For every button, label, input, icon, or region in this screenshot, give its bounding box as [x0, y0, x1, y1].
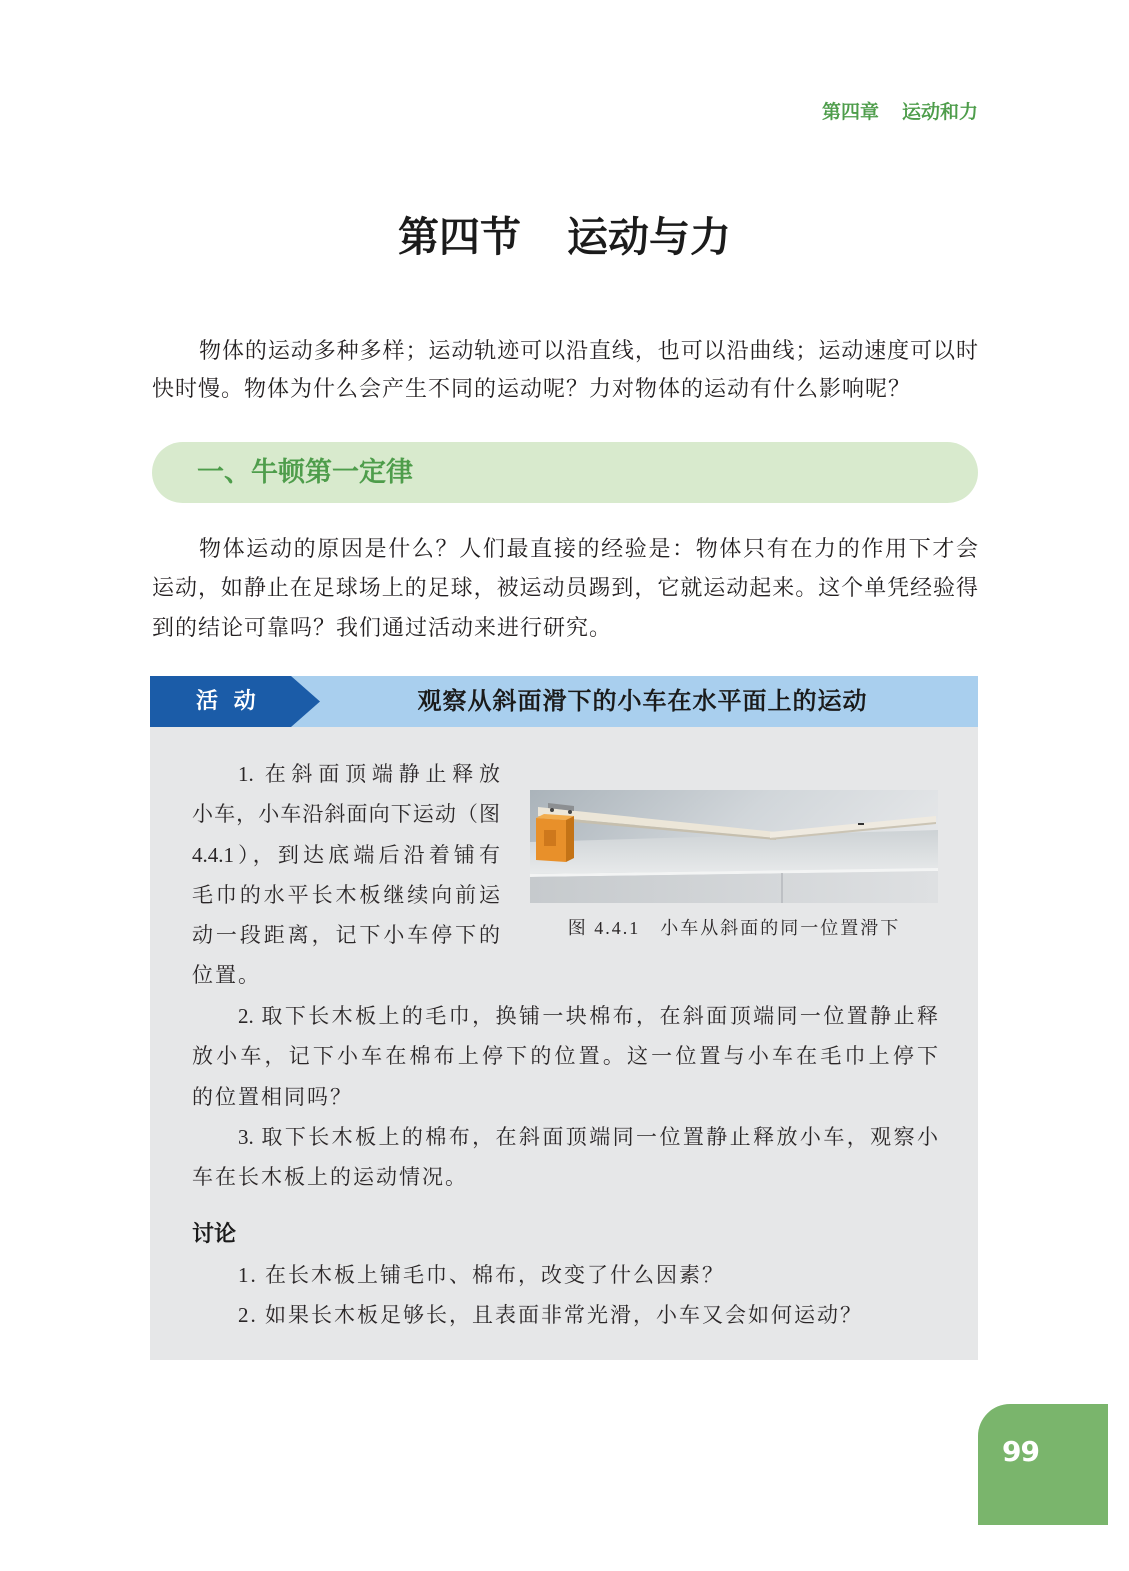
section-heading: [0, 213, 1129, 261]
body-paragraph: [152, 529, 978, 648]
step-line: 位置。: [192, 963, 261, 988]
chapter-header: [822, 101, 978, 123]
figure-caption: [530, 916, 938, 940]
chapter-label: 第四章: [821, 101, 879, 123]
activity-title: 观察从斜面滑下的小车在水平面上的运动: [417, 687, 868, 715]
section-number: 第四节: [398, 213, 521, 261]
chapter-title: 运动和力: [901, 101, 978, 123]
subsection-title: 一、牛顿第一定律: [197, 457, 413, 488]
step-line: 的位置相同吗？: [192, 1084, 353, 1109]
step-line: 1. 在斜面顶端静止释放: [238, 762, 500, 786]
paragraph-line: 物体的运动多种多样；运动轨迹可以沿直线，也可以沿曲线；运动速度可以时: [199, 338, 978, 363]
discussion-list: [238, 1255, 863, 1335]
paragraph-line: 运动，如静止在足球场上的足球，被运动员踢到，它就运动起来。这个单凭经验得: [152, 575, 978, 600]
activity-tag-label: 活 动: [196, 689, 260, 714]
incline-board-photo: [530, 790, 938, 903]
figure-incline-photo: [530, 790, 938, 903]
activity-steps-2-3: [192, 996, 938, 1197]
step-line: 4.4.1），到达底端后沿着铺有: [192, 842, 500, 867]
step-line: 放小车，记下小车在棉布上停下的位置。这一位置与小车在毛巾上停下: [192, 1044, 938, 1069]
activity-box: [150, 676, 978, 1360]
step-line: 2. 取下长木板上的毛巾，换铺一块棉布，在斜面顶端同一位置静止释: [238, 1004, 938, 1028]
step-line: 3. 取下长木板上的棉布，在斜面顶端同一位置静止释放小车，观察小: [238, 1124, 938, 1149]
page-number-tab: [978, 1404, 1108, 1525]
discussion-item: 2. 如果长木板足够长，且表面非常光滑，小车又会如何运动？: [238, 1303, 863, 1327]
subsection-heading-pill: [152, 442, 978, 503]
step-line: 车在长木板上的运动情况。: [192, 1165, 468, 1190]
section-title: 运动与力: [567, 213, 731, 261]
paragraph-line: 物体运动的原因是什么？人们最直接的经验是：物体只有在力的作用下才会: [199, 535, 978, 561]
caption-text: 小车从斜面的同一位置滑下: [660, 918, 901, 938]
intro-paragraph: [152, 332, 978, 408]
paragraph-line: 到的结论可靠吗？我们通过活动来进行研究。: [152, 614, 613, 640]
paragraph-line: 快时慢。物体为什么会产生不同的运动呢？力对物体的运动有什么影响呢？: [152, 376, 912, 401]
discussion-item: 1. 在长木板上铺毛巾、棉布，改变了什么因素？: [238, 1263, 725, 1287]
activity-step-1: [192, 754, 500, 996]
caption-number: 图 4.4.1: [567, 918, 641, 938]
step-line: 小车，小车沿斜面向下运动（图: [192, 802, 500, 827]
step-line: 毛巾的水平长木板继续向前运: [192, 882, 500, 907]
page-number: 99: [1002, 1435, 1039, 1468]
step-line: 动一段距离，记下小车停下的: [192, 923, 500, 948]
discussion-heading: 讨论: [192, 1222, 237, 1247]
